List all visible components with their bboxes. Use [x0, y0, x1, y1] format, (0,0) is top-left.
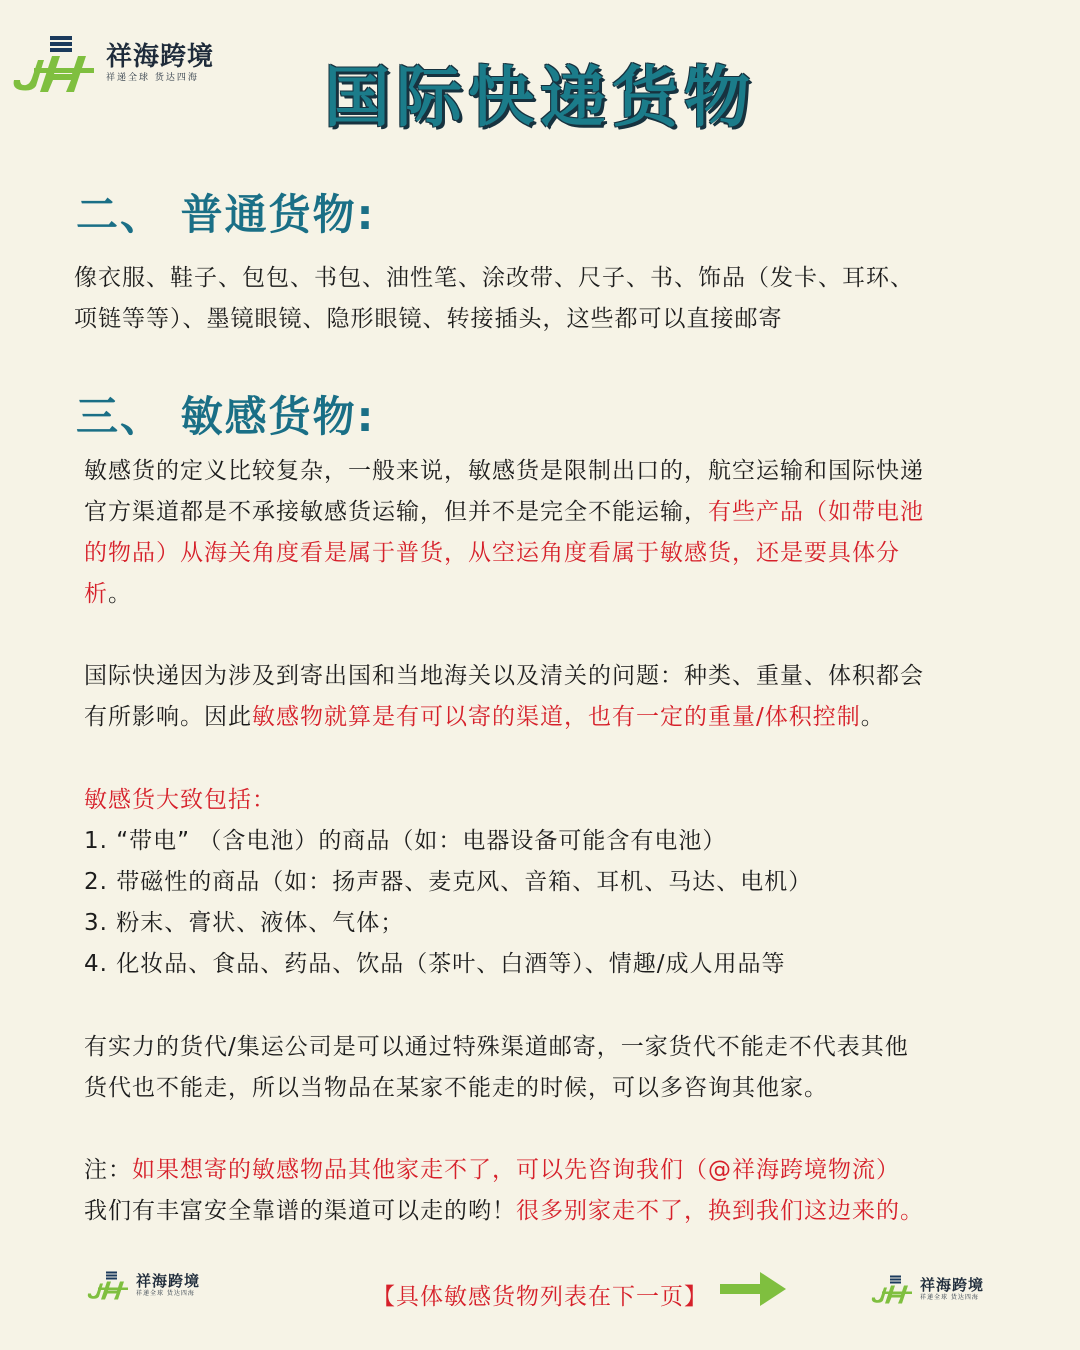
- sensitive-paragraph-3: [84, 1027, 1016, 1109]
- note-line-2: [84, 1191, 1016, 1232]
- p1-line-2: [84, 492, 1016, 533]
- p2-line-2: [84, 697, 1016, 738]
- general-paragraph: [74, 258, 1024, 340]
- note-label: 注：: [84, 1157, 132, 1183]
- p1-line-4-highlight: 析: [84, 581, 108, 607]
- footer-logo-right: [870, 1272, 984, 1306]
- p1-line-1: 敏感货的定义比较复杂，一般来说，敏感货是限制出口的，航空运输和国际快递: [84, 458, 924, 484]
- p2-line-2-plain: 有所影响。因此: [84, 704, 252, 730]
- p2-line-2-highlight: 敏感物就算是有可以寄的渠道，也有一定的重量/体积控制: [252, 704, 861, 730]
- note-line-1: [84, 1150, 1016, 1191]
- page-title: 国际快递货物: [324, 59, 756, 136]
- logo-mark-icon: [870, 1272, 916, 1306]
- next-page-hint: 【具体敏感货物列表在下一页】: [372, 1284, 708, 1310]
- p2-line-2-end: 。: [860, 704, 885, 730]
- section-heading-general: 二、 普通货物:: [76, 190, 376, 239]
- p1-line-2-highlight: 有些产品（如带电池: [708, 499, 924, 525]
- list-heading: 敏感货大致包括：: [84, 787, 276, 813]
- general-line-1: 像衣服、鞋子、包包、书包、油性笔、涂改带、尺子、书、饰品（发卡、耳环、: [74, 265, 914, 291]
- logo-name: 祥海跨境: [106, 42, 215, 72]
- sensitive-paragraph-2: [84, 656, 1016, 738]
- p2-line-1: 国际快递因为涉及到寄出国和当地海关以及清关的问题：种类、重量、体积都会: [84, 663, 924, 689]
- footer-logo-left: [86, 1268, 200, 1302]
- note-line-1-highlight: 如果想寄的敏感物品其他家走不了，可以先咨询我们（@祥海跨境物流）: [132, 1157, 900, 1183]
- list-item: 2. 带磁性的商品（如：扬声器、麦克风、音箱、耳机、马达、电机）: [84, 869, 813, 895]
- list-item: 4. 化妆品、食品、药品、饮品（茶叶、白酒等）、情趣/成人用品等: [84, 951, 786, 977]
- p1-line-2-plain: 官方渠道都是不承接敏感货运输，但并不是完全不能运输，: [84, 499, 708, 525]
- logo-name: 祥海跨境: [920, 1275, 985, 1294]
- section-heading-sensitive: 三、 敏感货物:: [76, 392, 376, 441]
- logo-slogan: 祥递全球 货达四海: [106, 73, 199, 83]
- logo-slogan: 祥递全球 货达四海: [136, 1289, 195, 1297]
- sensitive-paragraph-1: [84, 451, 1016, 615]
- p3-line-2: 货代也不能走，所以当物品在某家不能走的时候，可以多咨询其他家。: [84, 1075, 828, 1101]
- logo-name: 祥海跨境: [136, 1271, 201, 1290]
- list-item: 1. “带电” （含电池）的商品（如：电器设备可能含有电池）: [84, 828, 727, 854]
- p1-line-4: [84, 574, 1016, 615]
- list-item: 3. 粉末、膏状、液体、气体；: [84, 910, 405, 936]
- logo-mark-icon: [86, 1268, 132, 1302]
- logo-slogan: 祥递全球 货达四海: [920, 1293, 979, 1301]
- p1-line-4-plain: 。: [108, 581, 132, 607]
- p1-line-3-highlight: 的物品）从海关角度看是属于普货，从空运角度看属于敏感货，还是要具体分: [84, 540, 900, 566]
- general-line-2: 项链等等）、墨镜眼镜、隐形眼镜、转接插头，这些都可以直接邮寄: [74, 306, 783, 332]
- arrow-right-icon: [720, 1270, 788, 1308]
- sensitive-goods-list: [84, 780, 1016, 985]
- note-line-2-plain: 我们有丰富安全靠谱的渠道可以走的哟！: [84, 1198, 516, 1224]
- p3-line-1: 有实力的货代/集运公司是可以通过特殊渠道邮寄，一家货代不能走不代表其他: [84, 1034, 909, 1060]
- note-line-2-highlight: 很多别家走不了，换到我们这边来的。: [516, 1198, 924, 1224]
- note-paragraph: [84, 1150, 1016, 1232]
